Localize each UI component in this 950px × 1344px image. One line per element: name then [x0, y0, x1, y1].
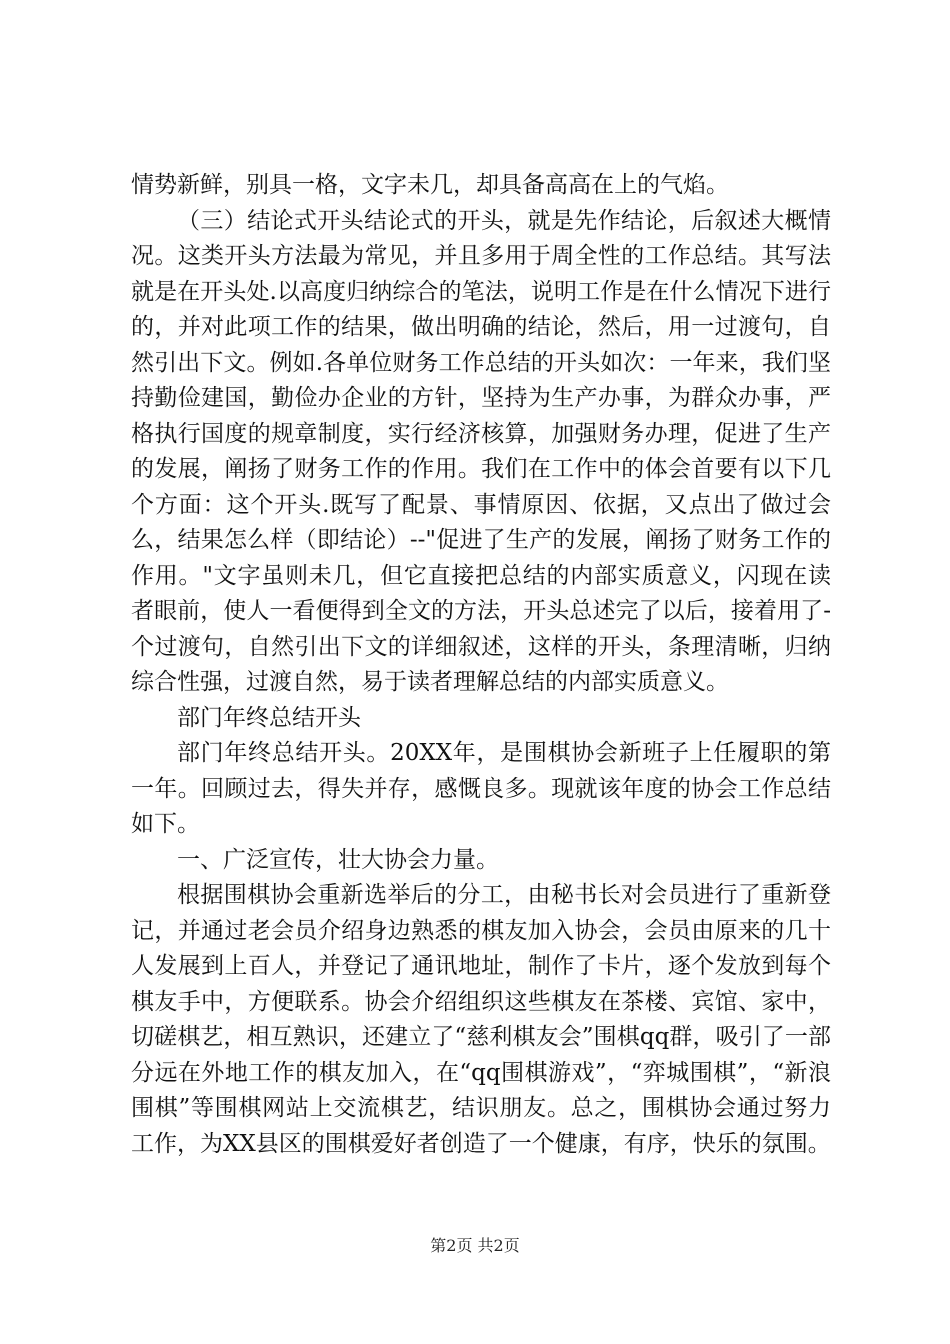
subheading-publicity: 一、广泛宣传，壮大协会力量。 — [177, 846, 499, 873]
document-body — [131, 168, 831, 1162]
paragraph-continuation: 情势新鲜，别具一格，文字未几，却具备高高在上的气焰。 — [131, 172, 729, 198]
paragraph-publicity-details: 根据围棋协会重新选举后的分工，由秘书长对会员进行了重新登记，并通过老会员介绍身边熟悉的棋友加入协会，会员由原来的几十人发展到上百人，并登记了通讯地址，制作了卡片，逐个发放到每个棋友手中，方便联系。协会介绍组织这些棋友在茶楼、宾馆、家中，切磋棋艺，相互熟识，还建立了“慈利棋友会”围棋qq群，吸引了一部分远在外地工作的棋友加入，在“qq围棋游戏”，“弈城围棋”，“新浪围棋”等围棋网站上交流棋艺，结识朋友。总之，围棋协会通过努力工作，为XX县区的围棋爱好者创造了一个健康，有序，快乐的氛围。 — [131, 882, 831, 1157]
paragraph-year-end-intro: 部门年终总结开头。20XX年，是围棋协会新班子上任履职的第一年。回顾过去，得失并存，感慨良多。现就该年度的协会工作总结如下。 — [131, 740, 831, 837]
paragraph-conclusion-opening: （三）结论式开头结论式的开头，就是先作结论，后叙述大概情况。这类开头方法最为常见，并且多用于周全性的工作总结。其写法就是在开头处.以高度归纳综合的笔法，说明工作是在什么情况下进行的，并对此项工作的结果，做出明确的结论，然后，用一过渡句，自然引出下文。例如.各单位财务工作总结的开头如次：一年来，我们坚持勤俭建国，勤俭办企业的方针，坚持为生产办事，为群众办事，严格执行国度的规章制度，实行经济核算，加强财务办理，促进了生产的发展，阐扬了财务工作的作用。我们在工作中的体会首要有以下几个方面：这个开头.既写了配景、事情原因、依据，又点出了做过会么，结果怎么样（即结论）--"促进了生产的发展，阐扬了财务工作的作用。"文字虽则未几，但它直接把总结的内部实质意义，闪现在读者眼前，使人一看便得到全文的方法，开头总述完了以后，接着用了-个过渡句，自然引出下文的详细叙述，这样的开头，条理清晰，归纳综合性强，过渡自然，易于读者理解总结的内部实质意义。 — [131, 207, 831, 695]
page-number-footer: 第2页 共2页 — [430, 1236, 520, 1255]
section-heading: 部门年终总结开头 — [177, 704, 361, 731]
